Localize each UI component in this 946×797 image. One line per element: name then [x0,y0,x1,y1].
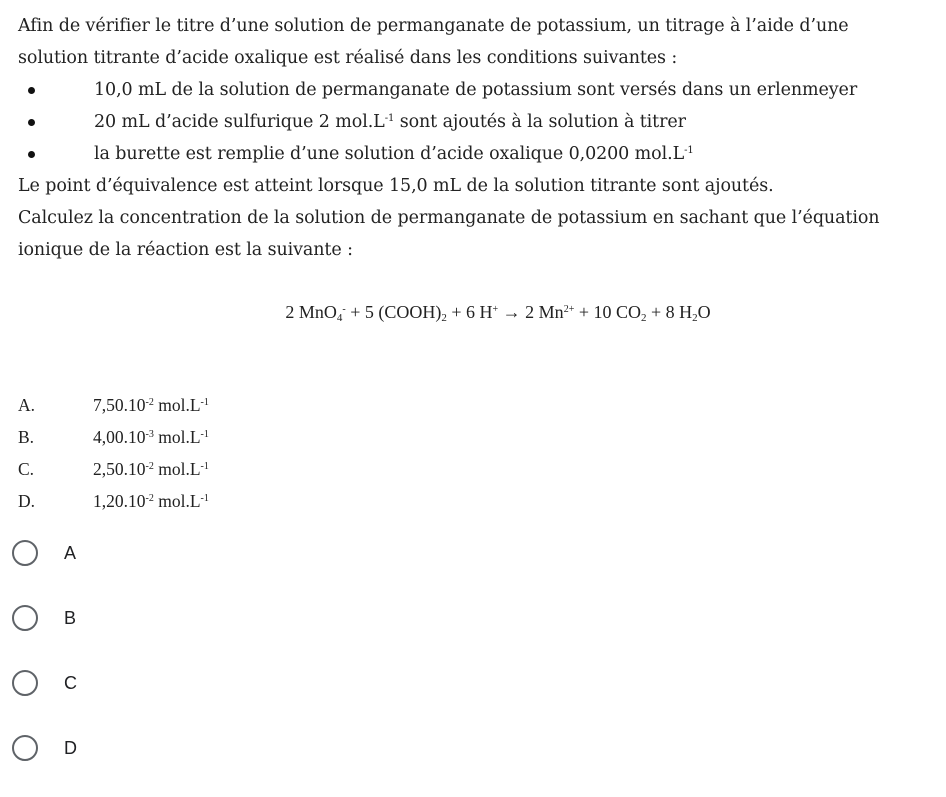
intro-line-1: Afin de vérifier le titre d’une solution de permanganate de potassium, un titrage à l’aide d’une [18,16,849,36]
question-text [18,10,942,266]
bullet-text: la burette est remplie d’une solution d’acide oxalique 0,0200 $mol.L^{-1}$ [94,144,694,164]
choice-value: $1,20.10^{-2}$ $mol.L^{-1}$ [93,491,209,511]
radio-label[interactable]: B [64,608,77,628]
radio-option-b[interactable] [12,602,312,667]
bullet-item [18,106,942,138]
answer-radio-group [12,537,312,797]
radio-label[interactable]: A [64,543,77,563]
choice-letter: A. [18,395,36,415]
choice-letter: D. [18,491,36,511]
radio-label[interactable]: C [64,673,77,693]
calc-line-1: Calculez la concentration de la solution de permanganate de potassium en sachant que l’équation [18,208,880,228]
choice-value: $4,00.10^{-3}$ $mol.L^{-1}$ [93,427,209,447]
choice-letter: B. [18,427,35,447]
calc-line-2: ionique de la réaction est la suivante : [18,240,353,260]
radio-button-icon[interactable] [12,670,38,696]
choice-value: $7,50.10^{-2}$ $mol.L^{-1}$ [93,395,209,415]
choice-value: $2,50.10^{-2}$ $mol.L^{-1}$ [93,459,209,479]
radio-button-icon[interactable] [12,605,38,631]
radio-label[interactable]: D [64,738,77,758]
intro-line-2: solution titrante d’acide oxalique est réalisé dans les conditions suivantes : [18,48,678,68]
bullet-dot-icon [28,87,35,94]
radio-option-d[interactable] [12,732,312,797]
radio-button-icon[interactable] [12,735,38,761]
radio-option-a[interactable] [12,537,312,602]
bullet-item [18,138,942,170]
bullet-dot-icon [28,119,35,126]
equivalence-line: Le point d’équivalence est atteint lorsque 15,0 mL de la solution titrante sont ajoutés. [18,176,774,196]
reaction-equation: 2 MnO$_4$- + 5 $(COOH)_2 + 6$ H+ → 2 $Mn^{2+} + 10$ $CO_2 + 8$ $H_2O$ [285,302,711,324]
choice-letter: C. [18,459,35,479]
radio-button-icon[interactable] [12,540,38,566]
bullet-text: 10,0 mL de la solution de permanganate de potassium sont versés dans un erlenmeyer [94,80,858,100]
bullet-dot-icon [28,151,35,158]
radio-option-c[interactable] [12,667,312,732]
bullet-text: 20 mL d’acide sulfurique 2 $mol.L^{-1}$ sont ajoutés à la solution à titrer [94,112,686,132]
bullet-item [18,74,942,106]
